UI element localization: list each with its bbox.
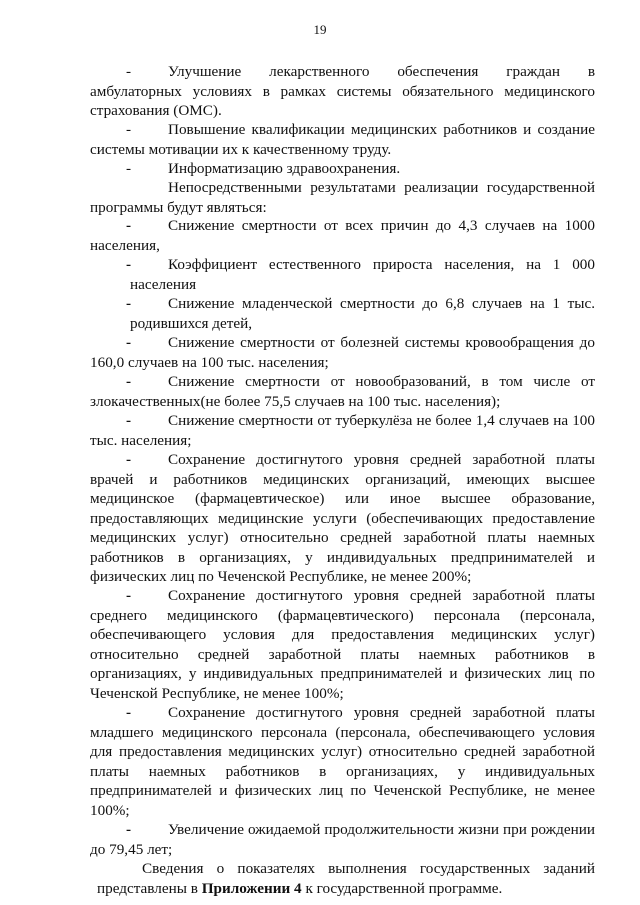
result-item-junior-staff-salary	[90, 703, 595, 820]
results-intro	[90, 178, 595, 217]
list-dash: -	[126, 587, 132, 604]
closing-paragraph: Сведения о показателях выполнения государственных заданий представлены в Приложении 4 к государственной программе.	[97, 860, 595, 897]
result-item-first-line: Сохранение достигнутого уровня средней заработной платы	[168, 587, 595, 604]
result-item-life-expectancy	[90, 820, 595, 859]
list-item-first-line: Информатизацию здравоохранения.	[168, 160, 401, 177]
result-item-mortality	[90, 216, 595, 255]
result-item-first-line: Снижение смертности от болезней системы кровообращения до	[168, 334, 595, 351]
list-item-first-line: Улучшение лекарственного обеспечения граждан в	[168, 63, 595, 80]
result-item-first-line: Снижение смертности от новообразований, в том числе от	[168, 373, 595, 390]
result-item-continuation: среднего медицинского (фармацевтического) персонала (персонала, обеспечивающего условия для предоставления медицинских услуг) относительно средней заработной платы наемных работников в организациях, у индивидуальных предпринимателей и физических лиц по Чеченской Республике, не менее 100%;	[90, 606, 595, 702]
list-dash: -	[126, 63, 132, 80]
list-dash: -	[126, 121, 132, 138]
result-item-first-line: Коэффициент естественного прироста населения, на 1 000	[168, 256, 595, 273]
results-intro-first-line: Непосредственными результатами реализации государственной	[168, 179, 595, 196]
result-item-natural-growth	[90, 255, 595, 294]
results-intro-continuation: программы будут являться:	[90, 198, 267, 216]
result-item-first-line: Сохранение достигнутого уровня средней заработной платы	[168, 704, 595, 721]
page-number: 19	[313, 22, 327, 37]
result-item-first-line: Снижение младенческой смертности до 6,8 случаев на 1 тыс.	[168, 295, 595, 312]
result-item-continuation: населения,	[90, 236, 160, 254]
result-item-continuation: родившихся детей,	[130, 314, 253, 332]
result-item-continuation: младшего медицинского персонала (персонала, обеспечивающего условия для предоставления медицинских услуг) относительно средней заработной платы наемных работников в организациях, у индивидуальных предпринимателей и физических лиц по Чеченской Республике, не менее 100%;	[90, 723, 595, 819]
list-dash: -	[126, 256, 132, 273]
list-dash: -	[126, 160, 132, 177]
result-item-circulatory	[90, 333, 595, 372]
list-item-medicines	[90, 62, 595, 121]
list-item-informatization	[90, 159, 595, 179]
result-item-continuation: злокачественных(не более 75,5 случаев на 100 тыс. населения);	[90, 392, 501, 410]
list-dash: -	[126, 334, 132, 351]
list-dash: -	[126, 704, 132, 721]
result-item-continuation: до 79,45 лет;	[90, 840, 173, 858]
appendix-reference: Приложении 4	[201, 879, 302, 897]
result-item-first-line: Снижение смертности от всех причин до 4,3 случаев на 1000	[168, 217, 595, 234]
result-item-infant-mortality	[90, 294, 595, 333]
result-item-continuation: 160,0 случаев на 100 тыс. населения;	[90, 353, 329, 371]
result-item-first-line: Увеличение ожидаемой продолжительности жизни при рождении	[168, 821, 595, 838]
result-item-neoplasms	[90, 372, 595, 411]
result-item-continuation: тыс. населения;	[90, 431, 192, 449]
list-item-continuation: системы мотивации их к качественному труду.	[90, 140, 392, 158]
result-item-tuberculosis	[90, 411, 595, 450]
list-item-first-line: Повышение квалификации медицинских работников и создание	[168, 121, 595, 138]
list-dash: -	[126, 412, 132, 429]
result-item-continuation: населения	[130, 275, 197, 293]
result-item-first-line: Сохранение достигнутого уровня средней заработной платы	[168, 451, 595, 468]
list-dash: -	[126, 295, 132, 312]
list-dash: -	[126, 821, 132, 838]
result-item-continuation: врачей и работников медицинских организаций, имеющих высшее медицинское (фармацевтическое) или иное высшее образование, предоставляющих медицинские услуги (обеспечивающих предоставление медицинских услуг) относительно средней заработной платы наемных работников в организациях, у индивидуальных предпринимателей и физических лиц по Чеченской Республике, не менее 200%;	[90, 470, 595, 585]
result-item-doctors-salary	[90, 450, 595, 587]
list-dash: -	[126, 451, 132, 468]
list-dash: -	[126, 373, 132, 390]
list-item-continuation: амбулаторных условиях в рамках системы обязательного медицинского страхования (ОМС).	[90, 82, 595, 119]
list-item-qualification	[90, 120, 595, 159]
result-item-first-line: Снижение смертности от туберкулёза не более 1,4 случаев на 100	[168, 412, 595, 429]
list-dash: -	[126, 217, 132, 234]
result-item-nurses-salary	[90, 586, 595, 703]
